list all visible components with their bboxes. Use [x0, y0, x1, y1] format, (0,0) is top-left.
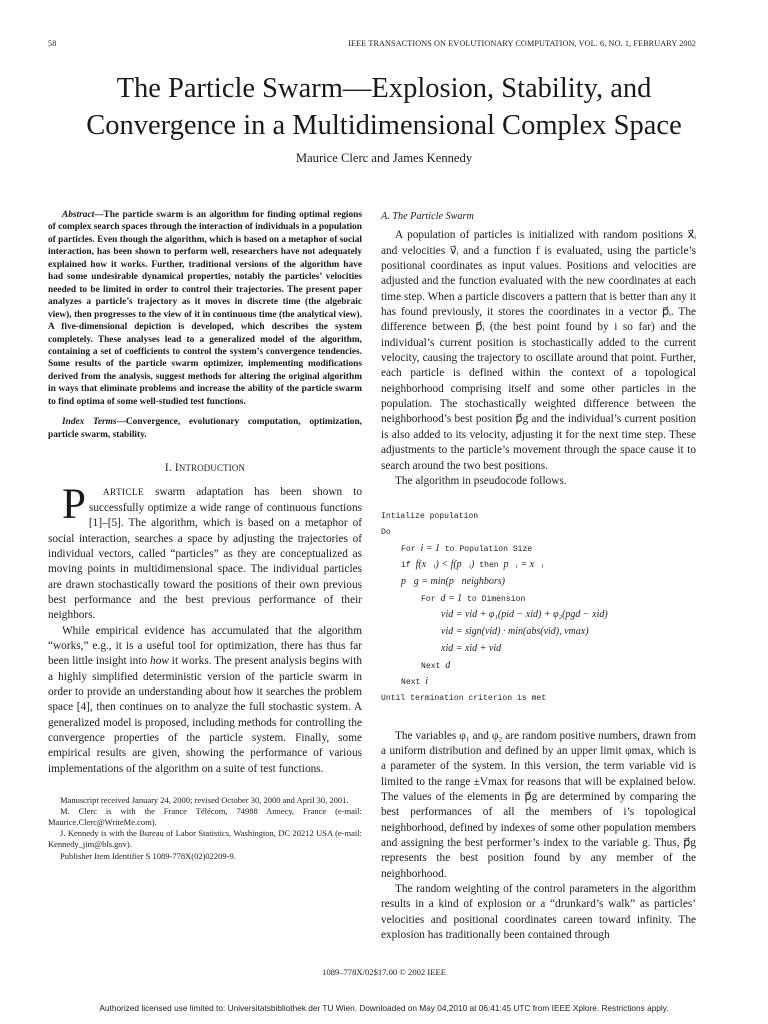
intro-paragraph-1 [48, 480, 362, 624]
drop-cap: P [62, 480, 86, 528]
abstract-text: —The particle swarm is an algorithm for finding optimal regions of complex search spaces through the interaction of individuals in a population of particles. Even though the algorithm, which is based on a metaphor of social interaction, has been shown to perform well, researchers have not adequately explained how it works. Further, traditional versions of the algorithm have had some undesirable dynamical properties, notably the particles’ velocities needed to be limited in order to control their trajectories. The present paper analyzes a particle’s trajectory as it moves in discrete time (the algebraic view), then progresses to the view of it in continuous time (the analytical view). A five-dimensional depiction is developed, which describes the system completely. These analyses lead to a generalized model of the algorithm, containing a set of coefficients to control the system’s convergence tendencies. Some results of the particle swarm optimizer, implementing modifications derived from the analysis, suggest methods for altering the original algorithm in ways that eliminate problems and increase the ability of the particle swarm to find optima of some well-studied test functions. [48, 210, 362, 407]
pseudocode-block [381, 509, 696, 706]
left-column [48, 209, 362, 862]
pseudocode-line: Until termination criterion is met [381, 693, 547, 703]
code-token: if [401, 561, 416, 571]
title-line-1: The Particle Swarm—Explosion, Stability, and [116, 73, 652, 104]
intro-p2-a: While empirical evidence has accumulated that the algorithm “works,” e.g., it is a useful tool for optimization, there has thus far been little insight into [48, 624, 362, 668]
intro-p2-b: it works. The present analysis begins with a highly simplified deterministic version of the particle swarm in order to provide an understanding about how it searches the problem space [4], then continues on to analyze the full stochastic system. A generalized model is proposed, including methods for controlling the convergence properties of the particle system. Finally, some empirical results are given, showing the performance of various implementations of the algorithm on a suite of test functions. [48, 655, 362, 775]
math-token: vid = sign(vid) · min(abs(vid), vmax) [441, 626, 589, 638]
pseudocode-line [381, 574, 696, 591]
abstract [48, 209, 362, 408]
intro-first-word: ARTICLE [102, 487, 145, 498]
license-footer: Authorized licensed use limited to: Universitatsbibliothek der TU Wien. Downloaded on May 04,2010 at 06:41:45 UTC from IEEE Xplore. Restrictions apply. [99, 1003, 669, 1013]
code-token: to Population Size [439, 544, 533, 554]
code-token: to Dimension [462, 594, 526, 604]
running-head [48, 39, 696, 53]
pseudocode-line [381, 624, 696, 641]
subsection-heading: A. The Particle Swarm [381, 211, 474, 222]
math-token: i = 1 [420, 542, 440, 554]
math-token: vid = vid + φ₁(pid − xid) + φ₂(pgd − xid) [441, 609, 608, 621]
code-token: Next [401, 678, 426, 688]
footnote-publisher-id: Publisher Item Identifier S 1089-778X(02)02209-9. [60, 850, 236, 861]
section-head-initial: I [174, 462, 179, 475]
math-token: i [425, 676, 429, 688]
math-token: xid = xid + vid [441, 642, 502, 654]
math-token: d = 1 [440, 592, 463, 604]
right-paragraph-4: The random weighting of the control parameters in the algorithm results in a kind of explosion or a “drunkard’s walk” as particles’ velocities and positional coordinates careen toward infinity. The explosion has traditionally been contained through [381, 883, 696, 942]
math-token: d [445, 659, 451, 671]
pseudocode-line [381, 658, 696, 675]
code-token: then [474, 561, 504, 571]
intro-p1-text: swarm adaptation has been shown to successfully optimize a wide range of continuous functions [1]–[5]. The algorithm, which is based on a metaphor of social interaction, searches a space by adjusting the trajectories of individual vectors, called “particles” as they are conceptualized as moving points in multidimensional space. The individual particles are drawn stochastically toward the positions of their own previous best performance and the best previous performance of their neighbors. [48, 485, 362, 622]
right-column [381, 209, 696, 943]
page-number: 58 [48, 39, 57, 48]
journal-header: IEEE TRANSACTIONS ON EVOLUTIONARY COMPUTATION, VOL. 6, NO. 1, FEBRUARY 2002 [348, 39, 696, 48]
code-token: For [421, 594, 441, 604]
section-heading-introduction [48, 461, 362, 476]
code-token: For [401, 544, 421, 554]
pseudocode-line: Intialize population [381, 512, 479, 522]
pseudocode-line [381, 641, 696, 658]
footnotes [48, 795, 362, 862]
right-paragraph-1: A population of particles is initialized with random positions x⃗ᵢ and velocities v⃗ᵢ and a function f is evaluated, using the particle’s positional coordinates as input values. Positions and velocities are adjusted and the function evaluated with the new coordinates at each time step. When a particle discovers a pattern that is better than any it has found previously, it stores the coordinates in a vector p⃗ᵢ. The difference between p⃗ᵢ (the best point found by i so far) and the individual’s current position is stochastically added to the current velocity, causing the trajectory to oscillate around that point. Further, each particle is defined within the context of a topological neighborhood comprising itself and some other particles in the population. The stochastically weighted difference between the neighborhood’s best position p⃗g and the individual’s current position is also added to its velocity, adjusting it for the next time step. These adjustments to the particle’s movement through the space cause it to search around the two best positions. [381, 229, 696, 472]
right-paragraph-3: The variables φ₁ and φ₂ are random positive numbers, drawn from a uniform distribution and defined by an upper limit φmax, which is a parameter of the system. In this version, the term variable vid is limited to the range ±Vmax for reasons that will be explained below. The values of the elements in p⃗g are determined by comparing the best performances of all the members of i’s topological neighborhood, defined by indexes of some other population members and assigning the best performer’s index to the variable g. Thus, p⃗g represents the best position found by any member of the neighborhood. [381, 729, 696, 880]
index-terms [48, 416, 362, 441]
intro-paragraph-2 [48, 624, 362, 777]
math-token: p⃗g = min(p⃗neighbors) [401, 576, 505, 587]
pseudocode-line [381, 541, 696, 558]
authors: Maurice Clerc and James Kennedy [295, 151, 473, 165]
pseudocode-line [381, 674, 696, 691]
footnote-clerc: M. Clerc is with the France Télécom, 74988 Annecy, France (e-mail: Maurice.Clerc@WriteMe.com). [48, 806, 362, 828]
footnote-kennedy: J. Kennedy is with the Bureau of Labor Statistics, Washington, DC 20212 USA (e-mail: Kennedy_jim@bls.gov). [48, 828, 362, 850]
math-token: p⃗ᵢ = x⃗ᵢ [503, 559, 544, 571]
section-number: I. [164, 462, 175, 475]
intro-p2-emphasis: how [150, 655, 169, 668]
index-terms-lead: Index Terms [62, 417, 117, 428]
pseudocode-line [381, 557, 696, 574]
paper-title [20, 70, 748, 144]
pseudocode-line: Do [381, 527, 391, 537]
pseudocode-line [381, 607, 696, 624]
index-terms-text: —Convergence, evolutionary computation, optimization, particle swarm, stability. [48, 417, 362, 440]
code-token: Next [421, 661, 446, 671]
pseudocode-line [381, 591, 696, 608]
title-line-2: Convergence in a Multidimensional Complex Space [86, 110, 682, 141]
abstract-lead: Abstract [62, 210, 95, 220]
footnote-received: Manuscript received January 24, 2000; revised October 30, 2000 and April 30, 2001. [60, 795, 349, 806]
right-paragraph-2: The algorithm in pseudocode follows. [395, 474, 567, 487]
section-head-rest: NTRODUCTION [178, 463, 246, 474]
copyright-line: 1089–778X/02$17.00 © 2002 IEEE [322, 967, 446, 977]
math-token: f(x⃗ᵢ) < f(p⃗ᵢ) [415, 559, 475, 571]
